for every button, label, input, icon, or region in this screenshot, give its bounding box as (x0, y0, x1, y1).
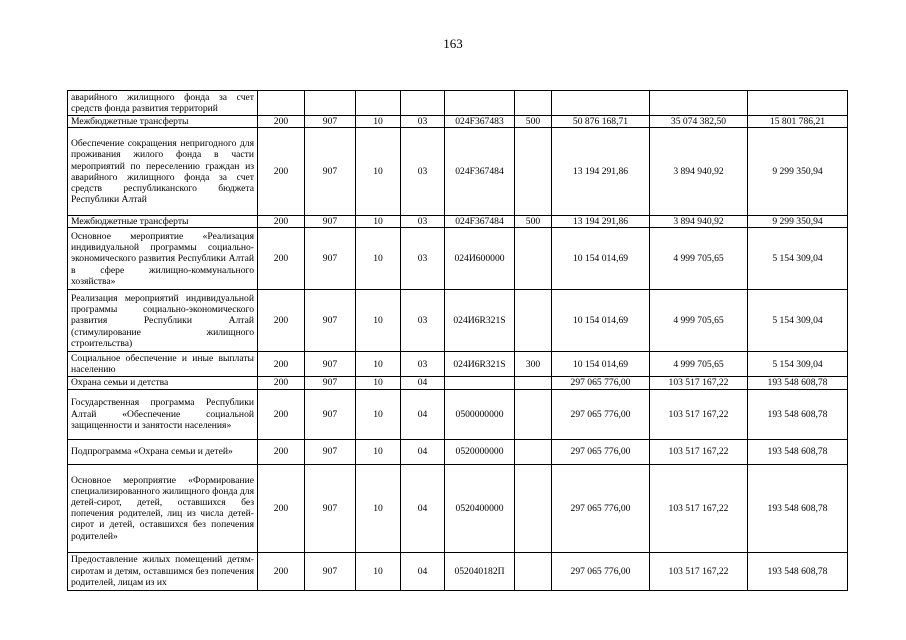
amount-federal-cell: 4 999 705,65 (650, 352, 748, 377)
expense-type-cell: 500 (515, 116, 552, 128)
table-row (68, 352, 848, 377)
amount-total-cell: 297 065 776,00 (552, 377, 650, 389)
row-name-cell: Межбюджетные трансферты (68, 216, 258, 228)
section-code-cell: 10 (356, 464, 401, 552)
section-code-cell: 10 (356, 216, 401, 228)
row-name-cell: Основное мероприятие «Формирование специализированного жилищного фонда для детей-сирот, детей, оставшихся без попечения родителей, лиц из числа детей-сирот и детей, оставшихся без попечения родителей» (68, 464, 258, 552)
amount-federal-cell: 103 517 167,22 (650, 439, 748, 464)
row-name-cell: Обеспечение сокращения непригодного для проживания жилого фонда в части мероприятий по переселению граждан из аварийного жилищного фонда за счет средств республиканского бюджета Республики Алтай (68, 128, 258, 216)
subsection-code-cell: 03 (401, 352, 445, 377)
expense-type-cell: 300 (515, 352, 552, 377)
row-name-cell: Реализация мероприятий индивидуальной программы социально-экономического развития Республики Алтай (стимулирование жилищного строительства) (68, 290, 258, 352)
subsection-code-cell: 03 (401, 228, 445, 290)
section-code-cell: 10 (356, 290, 401, 352)
amount-total-cell: 297 065 776,00 (552, 464, 650, 552)
amount-federal-cell: 103 517 167,22 (650, 552, 748, 590)
amount-regional-cell: 5 154 309,04 (748, 352, 848, 377)
expense-type-cell (515, 91, 552, 116)
target-article-cell (445, 377, 515, 389)
amount-federal-cell (650, 91, 748, 116)
admin-code-cell: 200 (258, 377, 305, 389)
table-row (68, 439, 848, 464)
admin-code-cell: 200 (258, 228, 305, 290)
admin-code-cell: 200 (258, 290, 305, 352)
section-code-cell: 10 (356, 552, 401, 590)
target-article-cell: 052040182П (445, 552, 515, 590)
row-name-cell: Межбюджетные трансферты (68, 116, 258, 128)
subsection-code-cell: 04 (401, 389, 445, 439)
expense-type-cell (515, 128, 552, 216)
section-code-cell: 10 (356, 116, 401, 128)
target-article-cell: 0520000000 (445, 439, 515, 464)
expense-type-cell (515, 464, 552, 552)
table-row (68, 464, 848, 552)
budget-table-body (68, 91, 848, 591)
admin-code-cell: 200 (258, 116, 305, 128)
amount-federal-cell: 3 894 940,92 (650, 128, 748, 216)
section-code-cell: 10 (356, 228, 401, 290)
amount-total-cell: 297 065 776,00 (552, 552, 650, 590)
grbs-code-cell (305, 91, 356, 116)
subsection-code-cell: 03 (401, 128, 445, 216)
amount-federal-cell: 103 517 167,22 (650, 377, 748, 389)
table-row (68, 116, 848, 128)
admin-code-cell: 200 (258, 552, 305, 590)
row-name-cell: аварийного жилищного фонда за счет средств фонда развития территорий (68, 91, 258, 116)
row-name-cell: Государственная программа Республики Алтай «Обеспечение социальной защищенности и занятости населения» (68, 389, 258, 439)
admin-code-cell: 200 (258, 128, 305, 216)
grbs-code-cell: 907 (305, 290, 356, 352)
admin-code-cell (258, 91, 305, 116)
table-row (68, 216, 848, 228)
grbs-code-cell: 907 (305, 389, 356, 439)
amount-regional-cell: 193 548 608,78 (748, 377, 848, 389)
expense-type-cell (515, 228, 552, 290)
row-name-cell: Социальное обеспечение и иные выплаты населению (68, 352, 258, 377)
grbs-code-cell: 907 (305, 228, 356, 290)
amount-total-cell: 10 154 014,69 (552, 290, 650, 352)
amount-total-cell: 10 154 014,69 (552, 228, 650, 290)
table-row (68, 228, 848, 290)
table-row (68, 91, 848, 116)
row-name-cell: Предоставление жилых помещений детям-сиротам и детям, оставшимся без попечения родителей, лицам из их (68, 552, 258, 590)
section-code-cell: 10 (356, 352, 401, 377)
grbs-code-cell: 907 (305, 352, 356, 377)
amount-total-cell (552, 91, 650, 116)
target-article-cell: 024F367483 (445, 116, 515, 128)
grbs-code-cell: 907 (305, 439, 356, 464)
target-article-cell: 0500000000 (445, 389, 515, 439)
amount-federal-cell: 103 517 167,22 (650, 464, 748, 552)
amount-regional-cell: 5 154 309,04 (748, 228, 848, 290)
admin-code-cell: 200 (258, 439, 305, 464)
amount-regional-cell: 9 299 350,94 (748, 128, 848, 216)
expense-type-cell (515, 290, 552, 352)
expense-type-cell (515, 439, 552, 464)
amount-total-cell: 13 194 291,86 (552, 216, 650, 228)
expense-type-cell (515, 377, 552, 389)
table-row (68, 290, 848, 352)
table-row (68, 552, 848, 590)
grbs-code-cell: 907 (305, 216, 356, 228)
amount-federal-cell: 103 517 167,22 (650, 389, 748, 439)
table-row (68, 389, 848, 439)
section-code-cell: 10 (356, 439, 401, 464)
subsection-code-cell: 03 (401, 116, 445, 128)
subsection-code-cell: 03 (401, 216, 445, 228)
target-article-cell: 024F367484 (445, 216, 515, 228)
subsection-code-cell: 03 (401, 290, 445, 352)
amount-total-cell: 50 876 168,71 (552, 116, 650, 128)
amount-regional-cell: 193 548 608,78 (748, 439, 848, 464)
amount-regional-cell: 15 801 786,21 (748, 116, 848, 128)
row-name-cell: Подпрограмма «Охрана семьи и детей» (68, 439, 258, 464)
expense-type-cell: 500 (515, 216, 552, 228)
page-number: 163 (443, 36, 463, 51)
amount-federal-cell: 4 999 705,65 (650, 290, 748, 352)
expense-type-cell (515, 552, 552, 590)
target-article-cell (445, 91, 515, 116)
admin-code-cell: 200 (258, 352, 305, 377)
section-code-cell (356, 91, 401, 116)
admin-code-cell: 200 (258, 389, 305, 439)
admin-code-cell: 200 (258, 216, 305, 228)
amount-regional-cell (748, 91, 848, 116)
table-row (68, 128, 848, 216)
grbs-code-cell: 907 (305, 377, 356, 389)
target-article-cell: 024И600000 (445, 228, 515, 290)
amount-total-cell: 297 065 776,00 (552, 389, 650, 439)
amount-regional-cell: 5 154 309,04 (748, 290, 848, 352)
amount-regional-cell: 193 548 608,78 (748, 464, 848, 552)
subsection-code-cell (401, 91, 445, 116)
row-name-cell: Охрана семьи и детства (68, 377, 258, 389)
grbs-code-cell: 907 (305, 116, 356, 128)
target-article-cell: 024F367484 (445, 128, 515, 216)
amount-regional-cell: 193 548 608,78 (748, 552, 848, 590)
amount-federal-cell: 4 999 705,65 (650, 228, 748, 290)
section-code-cell: 10 (356, 377, 401, 389)
amount-regional-cell: 193 548 608,78 (748, 389, 848, 439)
grbs-code-cell: 907 (305, 464, 356, 552)
budget-table (67, 90, 848, 591)
subsection-code-cell: 04 (401, 552, 445, 590)
subsection-code-cell: 04 (401, 377, 445, 389)
row-name-cell: Основное мероприятие «Реализация индивидуальной программы социально-экономического развития Республики Алтай в сфере жилищно-коммунального хозяйства» (68, 228, 258, 290)
amount-total-cell: 13 194 291,86 (552, 128, 650, 216)
target-article-cell: 024И6R321S (445, 290, 515, 352)
section-code-cell: 10 (356, 128, 401, 216)
amount-total-cell: 297 065 776,00 (552, 439, 650, 464)
target-article-cell: 0520400000 (445, 464, 515, 552)
amount-federal-cell: 35 074 382,50 (650, 116, 748, 128)
subsection-code-cell: 04 (401, 439, 445, 464)
section-code-cell: 10 (356, 389, 401, 439)
table-row (68, 377, 848, 389)
amount-regional-cell: 9 299 350,94 (748, 216, 848, 228)
grbs-code-cell: 907 (305, 128, 356, 216)
target-article-cell: 024И6R321S (445, 352, 515, 377)
admin-code-cell: 200 (258, 464, 305, 552)
subsection-code-cell: 04 (401, 464, 445, 552)
amount-total-cell: 10 154 014,69 (552, 352, 650, 377)
amount-federal-cell: 3 894 940,92 (650, 216, 748, 228)
expense-type-cell (515, 389, 552, 439)
grbs-code-cell: 907 (305, 552, 356, 590)
